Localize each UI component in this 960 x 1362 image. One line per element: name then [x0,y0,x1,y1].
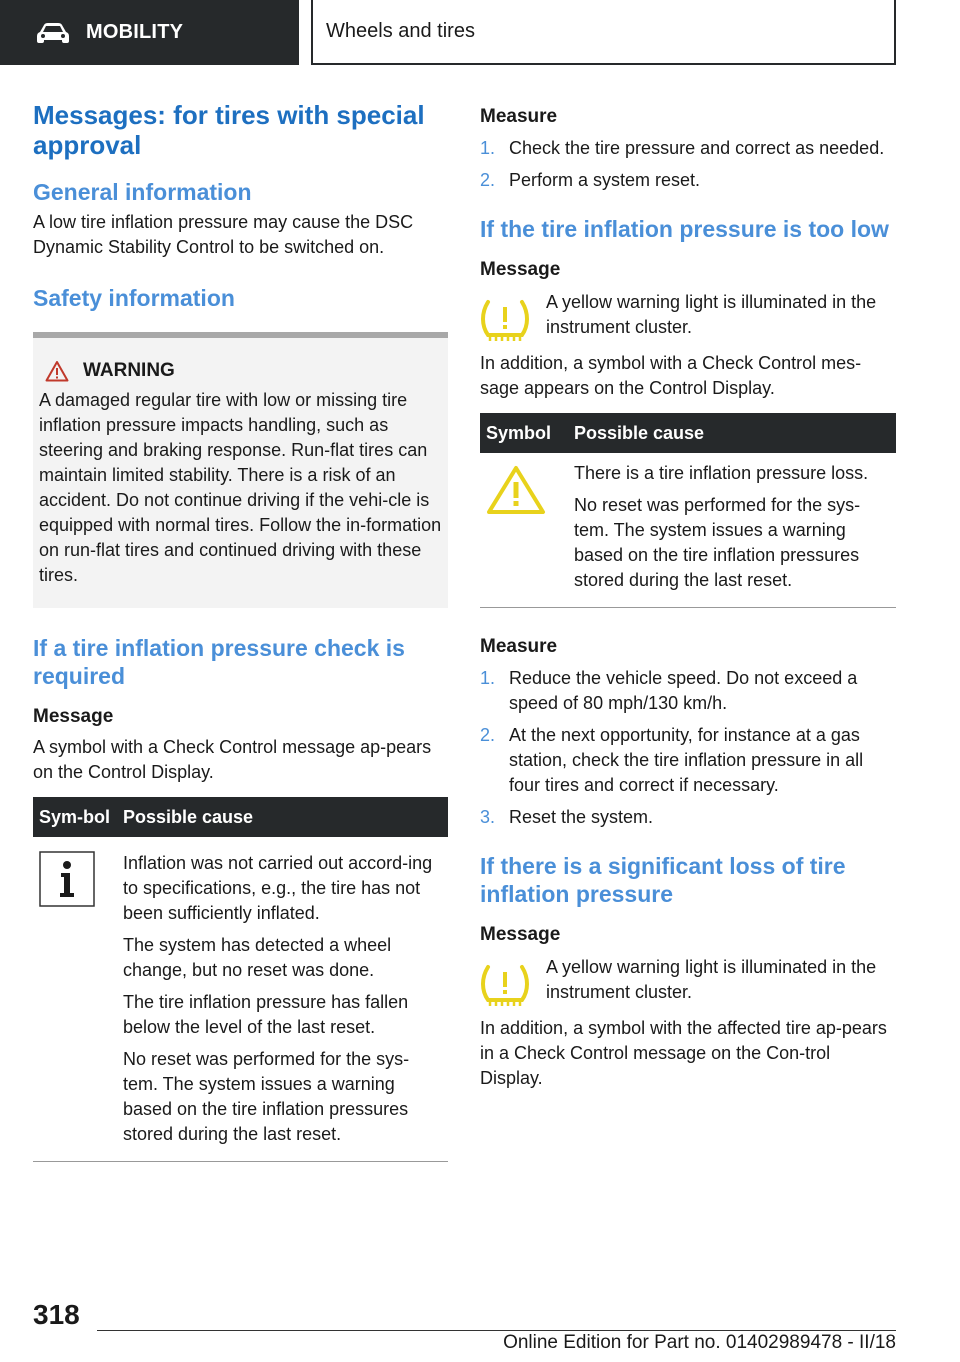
check-required-heading: If a tire inflation pressure check is required [33,635,405,689]
significant-loss-heading: If there is a significant loss of tire inflation pressure [480,853,846,907]
table-row [33,837,448,1162]
table-row [480,453,896,608]
list-item: 2. Perform a system reset. [480,170,701,190]
pressure-low-heading: If the tire inflation pressure is too low [480,216,889,242]
header-section-tab [0,0,299,65]
symbol-table-low [480,413,896,608]
table-header-cause: Possible cause [117,797,448,837]
symbol-table [33,797,448,1162]
table-header-cause: Possible cause [568,413,896,453]
cause-text: The system has detected a wheel change, but no reset was done. [123,935,392,980]
warning-box [33,332,448,608]
cause-text: Inflation was not carried out accord-ing to specifications, e.g., the tire has not been sufficiently inflated. [123,853,433,923]
measure-label: Measure [480,106,558,127]
right-column [480,104,896,1091]
page-number: 318 [33,1299,80,1330]
chapter-title: Wheels and tires [326,20,475,42]
warning-triangle-icon [486,465,546,515]
general-info-text: A low tire inflation pressure may cause the DSC Dynamic Stability Control to be switched on. [33,212,414,257]
warning-triangle-icon [45,360,69,382]
footer-divider [97,1330,896,1331]
edition-text: Online Edition for Part no. 01402989478 - II/18 [503,1332,896,1353]
measure-steps-2 [480,666,896,830]
section-title: MOBILITY [86,21,184,43]
measure-steps-1 [480,136,896,193]
info-icon [39,851,95,907]
addition-text: In addition, a symbol with the affected tire ap-pears in a Check Control message on the Con-trol Display. [480,1018,887,1088]
list-item: 1. Reduce the vehicle speed. Do not exceed a speed of 80 mph/130 km/h. [480,668,858,713]
warning-light-text: A yellow warning light is illuminated in the instrument cluster. [546,957,877,1002]
measure-label: Measure [480,636,558,657]
list-item: 2. At the next opportunity, for instance at a gas station, check the tire inflation pressure in all four tires and correct if necessary. [480,725,864,795]
cause-text: No reset was performed for the sys-tem. The system issues a warning based on the tire inflation pressures stored during the last reset. [123,1049,410,1144]
table-header-symbol: Symbol [480,413,568,453]
car-icon [36,22,70,44]
list-item: 3. Reset the system. [480,807,654,827]
safety-info-heading: Safety information [33,285,235,311]
cause-text: There is a tire inflation pressure loss. [574,463,869,483]
cause-text: The tire inflation pressure has fallen below the level of the last reset. [123,992,409,1037]
header-chapter-tab [311,0,896,65]
addition-text: In addition, a symbol with a Check Control mes-sage appears on the Control Display. [480,353,862,398]
tire-pressure-warning-icon [480,963,530,1007]
list-item: 1. Check the tire pressure and correct as needed. [480,138,885,158]
message-text: A symbol with a Check Control message ap-pears on the Control Display. [33,737,432,782]
message-label: Message [480,259,561,280]
warning-light-row [480,955,896,1007]
left-column [33,100,448,1162]
warning-light-text: A yellow warning light is illuminated in the instrument cluster. [546,292,877,337]
general-info-heading: General information [33,179,252,205]
warning-label: WARNING [83,360,175,381]
message-label: Message [480,924,561,945]
warning-text: A damaged regular tire with low or missing tire inflation pressure impacts handling, such as steering and braking response. Run-flat tires can maintain limited stability. There is a risk of an accident. Do not continue driving if the vehi-cle is equipped with normal tires. Follow the in-formation on run-flat tires and continued driving with these tires. [39,390,442,585]
message-label: Message [33,706,114,727]
cause-text: No reset was performed for the sys-tem. The system issues a warning based on the tire inflation pressures stored during the last reset. [574,495,861,590]
page-title: Messages: for tires with special approval [33,100,425,160]
tire-pressure-warning-icon [480,298,530,342]
table-header-symbol: Sym-bol [33,797,117,837]
warning-light-row [480,290,896,342]
